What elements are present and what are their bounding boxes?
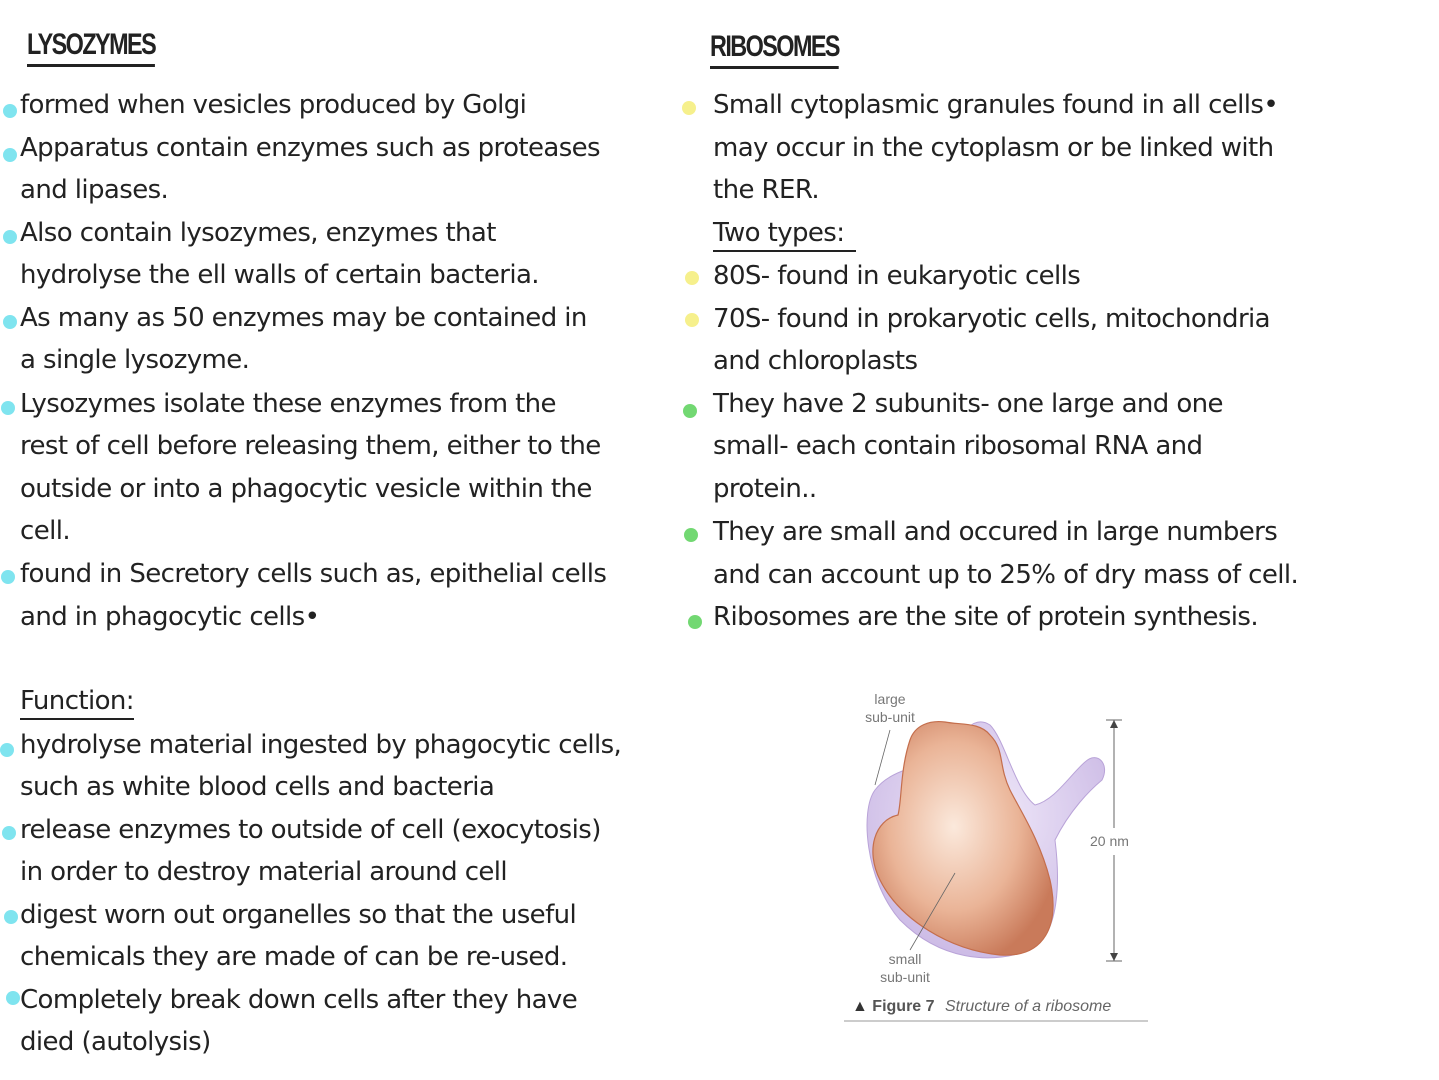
bullet-dot — [1, 401, 15, 415]
function-heading-text: Function: — [20, 686, 134, 720]
bullet-dot — [3, 230, 17, 244]
text-line: As many as 50 enzymes may be contained in — [20, 303, 587, 333]
label-line: large — [874, 691, 906, 707]
ribosomes-title: RIBOSOMES — [710, 30, 839, 69]
text-line: and can account up to 25% of dry mass of cell. — [713, 560, 1299, 590]
text-line: and chloroplasts — [713, 346, 918, 376]
text-line: and in phagocytic cells• — [20, 602, 320, 632]
text-line: cell. — [20, 516, 71, 546]
text-line: chemicals they are made of can be re-used. — [20, 942, 568, 972]
small-subunit-label — [865, 950, 945, 986]
text-line: Apparatus contain enzymes such as proteases — [20, 133, 600, 163]
bullet-dot — [2, 826, 16, 840]
two-types-heading — [713, 217, 856, 249]
text-line: a single lysozyme. — [20, 345, 250, 375]
text-line: rest of cell before releasing them, either to the — [20, 431, 601, 461]
text-line: protein.. — [713, 474, 817, 504]
text-line: the RER. — [713, 175, 820, 205]
text-line: Completely break down cells after they have — [20, 985, 578, 1015]
text-line: digest worn out organelles so that the useful — [20, 900, 577, 930]
bullet-dot — [685, 313, 699, 327]
bullet-dot — [3, 148, 17, 162]
bullet-dot — [683, 404, 697, 418]
text-line: such as white blood cells and bacteria — [20, 772, 495, 802]
triangle-icon: ▲ — [852, 998, 868, 1015]
text-line: outside or into a phagocytic vesicle within the — [20, 474, 592, 504]
text-line: in order to destroy material around cell — [20, 857, 508, 887]
bullet-dot — [684, 528, 698, 542]
text-line: They are small and occured in large numbers — [713, 517, 1278, 547]
figure-number: Figure 7 — [872, 998, 935, 1015]
figure-caption-text: Structure of a ribosome — [944, 998, 1112, 1015]
text-line: may occur in the cytoplasm or be linked with — [713, 133, 1274, 163]
bullet-dot — [682, 101, 696, 115]
bullet-dot — [0, 743, 14, 757]
text-line: Also contain lysozymes, enzymes that — [20, 218, 496, 248]
function-heading — [20, 685, 134, 717]
text-line: formed when vesicles produced by Golgi — [20, 90, 527, 120]
large-subunit-label — [850, 690, 930, 726]
text-line: found in Secretory cells such as, epithelial cells — [20, 559, 607, 589]
two-types-text: Two types: — [713, 218, 856, 252]
text-line: and lipases. — [20, 175, 169, 205]
text-line: hydrolyse the ell walls of certain bacteria. — [20, 260, 539, 290]
bullet-dot — [3, 315, 17, 329]
lysozymes-title: LYSOZYMES — [27, 28, 155, 67]
label-line: small — [888, 951, 922, 967]
text-line: small- each contain ribosomal RNA and — [713, 431, 1203, 461]
label-line: sub-unit — [865, 709, 915, 725]
bullet-dot — [4, 910, 18, 924]
text-line: 80S- found in eukaryotic cells — [713, 261, 1081, 291]
bullet-dot — [1, 570, 15, 584]
figure-caption — [852, 998, 1111, 1016]
bullet-dot — [685, 271, 699, 285]
text-line: 70S- found in prokaryotic cells, mitochondria — [713, 304, 1270, 334]
text-line: Small cytoplasmic granules found in all cells• — [713, 90, 1279, 120]
text-line: Lysozymes isolate these enzymes from the — [20, 389, 556, 419]
label-line: sub-unit — [880, 969, 930, 985]
text-line: hydrolyse material ingested by phagocytic cells, — [20, 730, 622, 760]
text-line: They have 2 subunits- one large and one — [713, 389, 1223, 419]
bullet-dot — [688, 615, 702, 629]
text-line: died (autolysis) — [20, 1027, 211, 1057]
bullet-dot — [3, 104, 17, 118]
text-line: release enzymes to outside of cell (exocytosis) — [20, 815, 601, 845]
bullet-dot — [6, 991, 20, 1005]
text-line: Ribosomes are the site of protein synthesis. — [713, 602, 1259, 632]
scale-label: 20 nm — [1090, 833, 1129, 849]
